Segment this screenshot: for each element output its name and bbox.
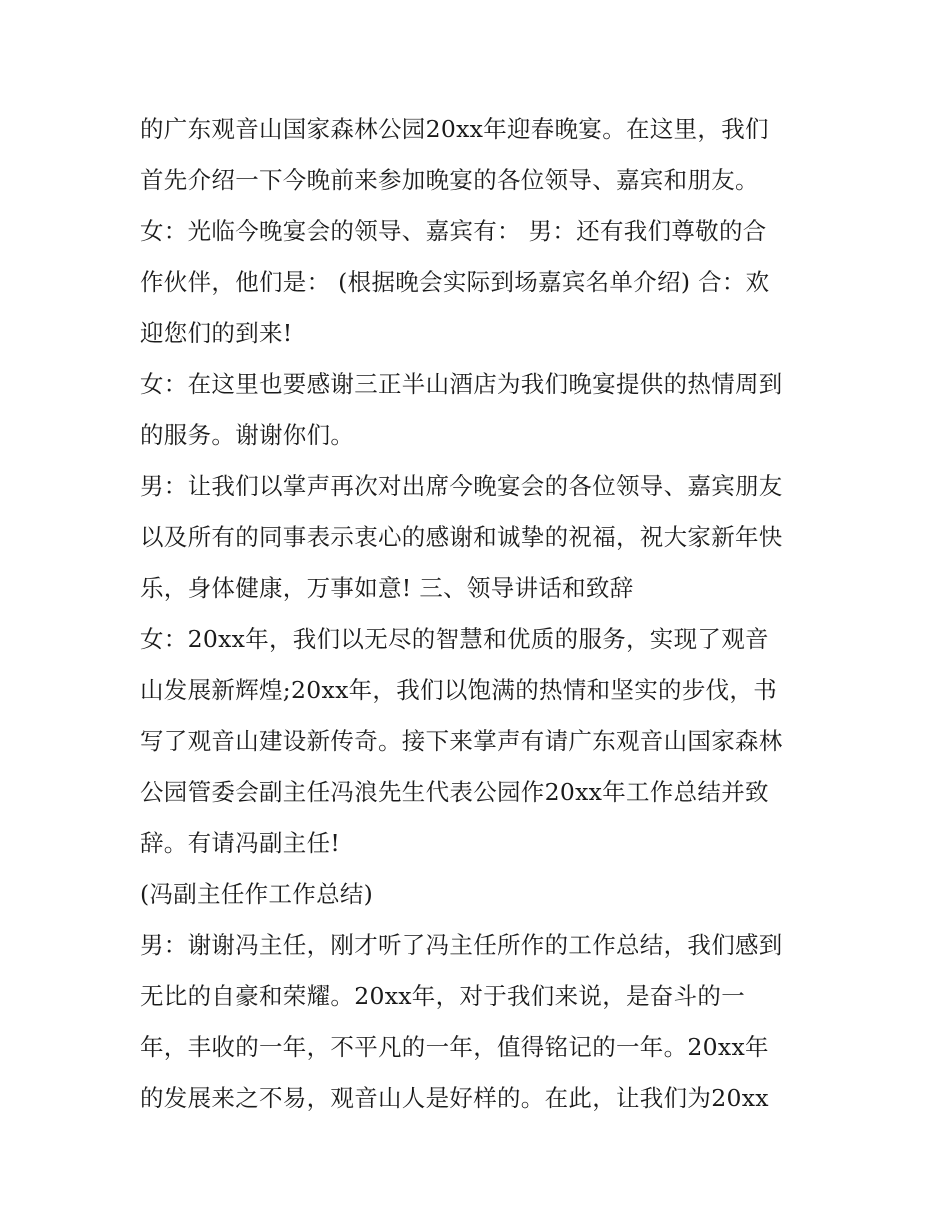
text-line: 迎您们的到来! — [140, 319, 293, 347]
text-line: 男：谢谢冯主任，刚才听了冯主任所作的工作总结，我们感到 — [140, 931, 783, 959]
text-line: 以及所有的同事表示衷心的感谢和诚挚的祝福，祝大家新年快 — [140, 523, 783, 551]
text-line: 山发展新辉煌;20xx年，我们以饱满的热情和坚实的步伐，书 — [140, 676, 778, 704]
text-line: 年，丰收的一年，不平凡的一年，值得铭记的一年。20xx年 — [140, 1033, 769, 1061]
text-line: 无比的自豪和荣耀。20xx年，对于我们来说，是奋斗的一 — [140, 982, 746, 1010]
text-line: 首先介绍一下今晚前来参加晚宴的各位领导、嘉宾和朋友。 — [140, 166, 759, 194]
text-line: 作伙伴，他们是： (根据晚会实际到场嘉宾名单介绍) 合：欢 — [140, 268, 770, 296]
text-line: 男：让我们以掌声再次对出席今晚宴会的各位领导、嘉宾朋友 — [140, 472, 783, 500]
text-line: 女：在这里也要感谢三正半山酒店为我们晚宴提供的热情周到 — [140, 370, 783, 398]
text-line: 的服务。谢谢你们。 — [140, 421, 355, 449]
text-line: (冯副主任作工作总结) — [140, 880, 374, 908]
text-line: 的广东观音山国家森林公园20xx年迎春晚宴。在这里，我们 — [140, 115, 769, 143]
text-line: 女：光临今晚宴会的领导、嘉宾有： 男：还有我们尊敬的合 — [140, 217, 767, 245]
text-line: 辞。有请冯副主任! — [140, 829, 341, 857]
text-line: 乐，身体健康，万事如意! 三、领导讲话和致辞 — [140, 574, 634, 602]
text-line: 公园管委会副主任冯浪先生代表公园作20xx年工作总结并致 — [140, 778, 769, 806]
text-line: 的发展来之不易，观音山人是好样的。在此，让我们为20xx — [140, 1084, 769, 1112]
text-line: 写了观音山建设新传奇。接下来掌声有请广东观音山国家森林 — [140, 727, 783, 755]
document-text-body — [140, 104, 830, 1124]
text-line: 女：20xx年，我们以无尽的智慧和优质的服务，实现了观音 — [140, 625, 769, 653]
